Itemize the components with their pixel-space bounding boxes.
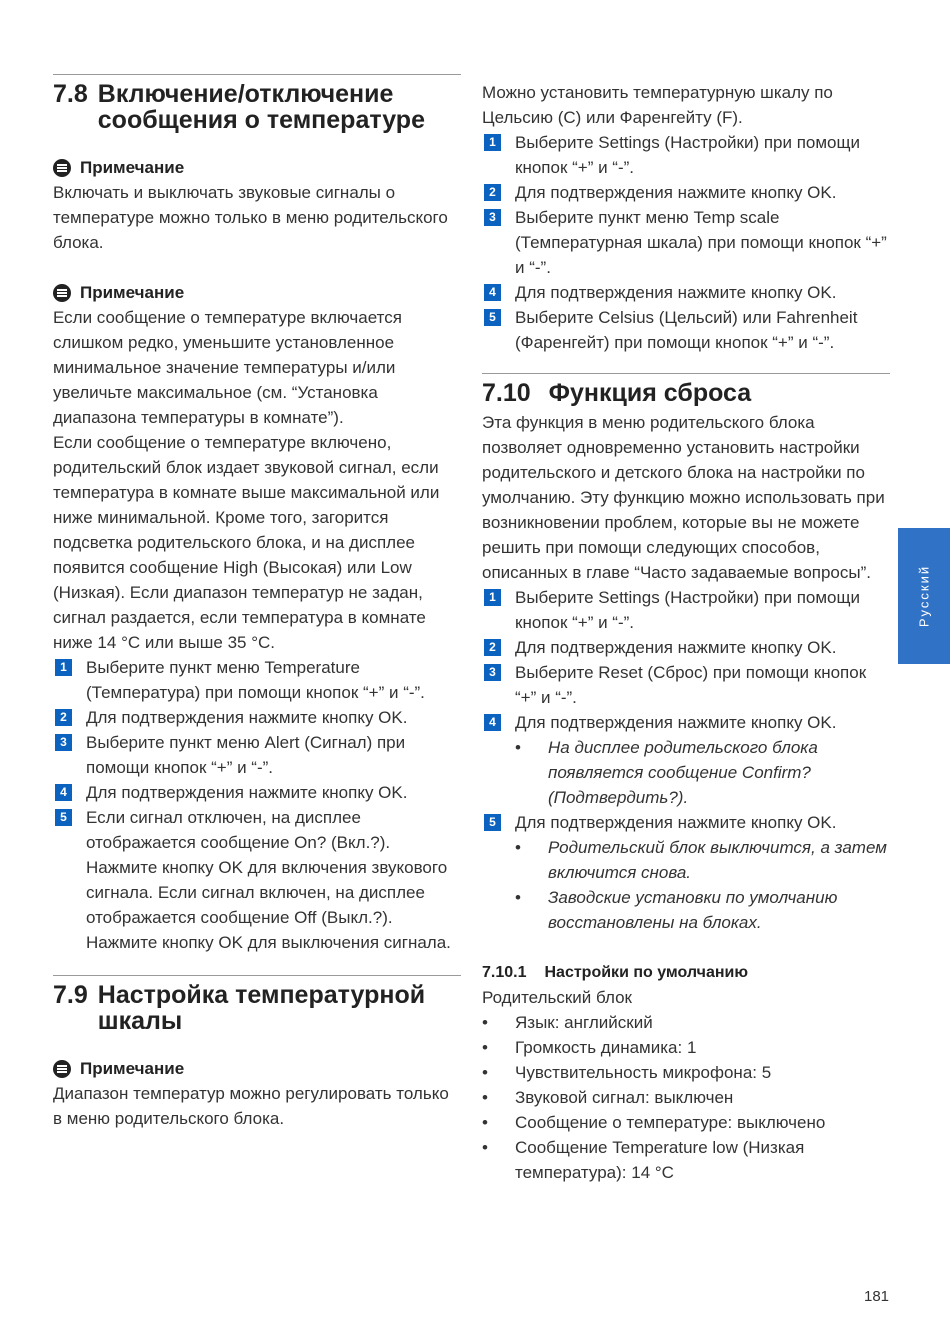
step-item: 1 Выберите пункт меню Temperature (Температура) при помощи кнопок “+” и “-”. [53, 655, 461, 705]
step-item: 4 Для подтверждения нажмите кнопку OK. • На дисплее родительского блока появляется сообщение Confirm? (Подтвердить?). [482, 710, 890, 810]
section-number: 7.9 [53, 981, 88, 1009]
step-item: 4 Для подтверждения нажмите кнопку OK. [53, 780, 461, 805]
note-heading: Примечание [53, 155, 461, 180]
step-number: 5 [484, 814, 501, 831]
step-number: 4 [484, 284, 501, 301]
right-column [482, 80, 890, 1185]
section-number: 7.10 [482, 379, 531, 407]
step-number: 3 [55, 734, 72, 751]
section-title: Включение/отключение сообщения о температуре [97, 80, 425, 134]
note-icon [53, 159, 71, 177]
step-item: 4 Для подтверждения нажмите кнопку OK. [482, 280, 890, 305]
step-number: 2 [484, 184, 501, 201]
step-number: 2 [484, 639, 501, 656]
result-item: • Родительский блок выключится, а затем включится снова. [515, 838, 887, 882]
step-number: 4 [484, 714, 501, 731]
section-7-8-heading [53, 75, 461, 133]
result-item: • Заводские установки по умолчанию восстановлены на блоках. [515, 888, 838, 932]
step-item: 2 Для подтверждения нажмите кнопку OK. [482, 180, 890, 205]
note-text: Включать и выключать звуковые сигналы о температуре можно только в меню родительского блока. [53, 183, 448, 252]
note-heading: Примечание [53, 1056, 461, 1081]
language-tab [898, 528, 950, 664]
step-item: 5 Выберите Celsius (Цельсий) или Fahrenheit (Фаренгейт) при помощи кнопок “+” и “-”. [482, 305, 890, 355]
step-number: 3 [484, 664, 501, 681]
list-item: • Язык: английский [482, 1013, 653, 1032]
paragraph: Если сообщение о температуре включено, родительский блок издает звуковой сигнал, если температура в комнате выше максимальной или ниже минимальной. Кроме того, загорится подсветка родительского блока, и на дисплее появится сообщение High (Высокая) или Low (Низкая). Если диапазон температур не задан, сигнал раздается, если температура в комнате ниже 14 °C или выше 35 °C. [53, 433, 440, 652]
note-text: Если сообщение о температуре включается слишком редко, уменьшите установленное минимальное значение температуры и/или увеличьте максимальное (см. “Установка диапазона температуры в комнате”). [53, 308, 402, 427]
subsection-subtitle: Родительский блок [482, 988, 632, 1007]
step-number: 5 [55, 809, 72, 826]
steps-list [482, 585, 890, 935]
step-number: 2 [55, 709, 72, 726]
step-number: 1 [484, 134, 501, 151]
language-tab-label: Русский [916, 564, 932, 628]
step-item: 5 Для подтверждения нажмите кнопку OK. • Родительский блок выключится, а затем включится снова. • Заводские установки по умолчанию восстановлены на блоках. [482, 810, 890, 935]
step-number: 1 [484, 589, 501, 606]
step-item: 2 Для подтверждения нажмите кнопку OK. [482, 635, 890, 660]
section-title: Настройка температурной шкалы [97, 981, 426, 1035]
left-column [53, 74, 461, 1131]
note-icon [53, 284, 71, 302]
steps-list [482, 130, 890, 355]
page-number: 181 [864, 1288, 890, 1305]
list-item: • Сообщение Temperature low (Низкая температура): 14 °C [482, 1138, 805, 1182]
result-item: • На дисплее родительского блока появляется сообщение Confirm? (Подтвердить?). [515, 738, 818, 807]
step-item: 1 Выберите Settings (Настройки) при помощи кнопок “+” и “-”. [482, 585, 890, 635]
result-list [515, 735, 890, 810]
step-number: 5 [484, 309, 501, 326]
step-item: 2 Для подтверждения нажмите кнопку OK. [53, 705, 461, 730]
result-list [515, 835, 890, 935]
list-item: • Звуковой сигнал: выключен [482, 1088, 734, 1107]
step-item: 3 Выберите пункт меню Temp scale (Температурная шкала) при помощи кнопок “+” и “-”. [482, 205, 890, 280]
section-title: Функция сброса [548, 379, 752, 407]
step-item: 3 Выберите Reset (Сброс) при помощи кнопок “+” и “-”. [482, 660, 890, 710]
defaults-list [482, 1010, 890, 1185]
paragraph: Эта функция в меню родительского блока позволяет одновременно установить настройки родительского и детского блока на настройки по умолчанию. Эту функцию можно использовать при возникновении проблем, которые вы не можете решить при помощи следующих способов, описанных в главе “Часто задаваемые вопросы”. [482, 413, 885, 582]
list-item: • Чувствительность микрофона: 5 [482, 1063, 772, 1082]
steps-list [53, 655, 461, 955]
list-item: • Сообщение о температуре: выключено [482, 1113, 826, 1132]
step-item: 3 Выберите пункт меню Alert (Сигнал) при помощи кнопок “+” и “-”. [53, 730, 461, 780]
paragraph: Можно установить температурную шкалу по Цельсию (C) или Фаренгейту (F). [482, 83, 833, 127]
step-item: 5 Если сигнал отключен, на дисплее отображается сообщение On? (Вкл.?). Нажмите кнопку OK для включения звукового сигнала. Если сигнал включен, на дисплее отображается сообщение Off (Выкл.?). Нажмите кнопку OK для выключения сигнала. [53, 805, 461, 955]
step-number: 4 [55, 784, 72, 801]
step-number: 3 [484, 209, 501, 226]
subsection-7-10-1-heading: 7.10.1 Настройки по умолчанию [482, 964, 749, 981]
section-number: 7.8 [53, 80, 88, 108]
section-7-9-heading [53, 976, 461, 1034]
note-icon [53, 1060, 71, 1078]
section-7-10-heading [482, 374, 890, 406]
note-text: Диапазон температур можно регулировать только в меню родительского блока. [53, 1084, 449, 1128]
note-heading: Примечание [53, 280, 461, 305]
list-item: • Громкость динамика: 1 [482, 1038, 697, 1057]
step-number: 1 [55, 659, 72, 676]
step-item: 1 Выберите Settings (Настройки) при помощи кнопок “+” и “-”. [482, 130, 890, 180]
